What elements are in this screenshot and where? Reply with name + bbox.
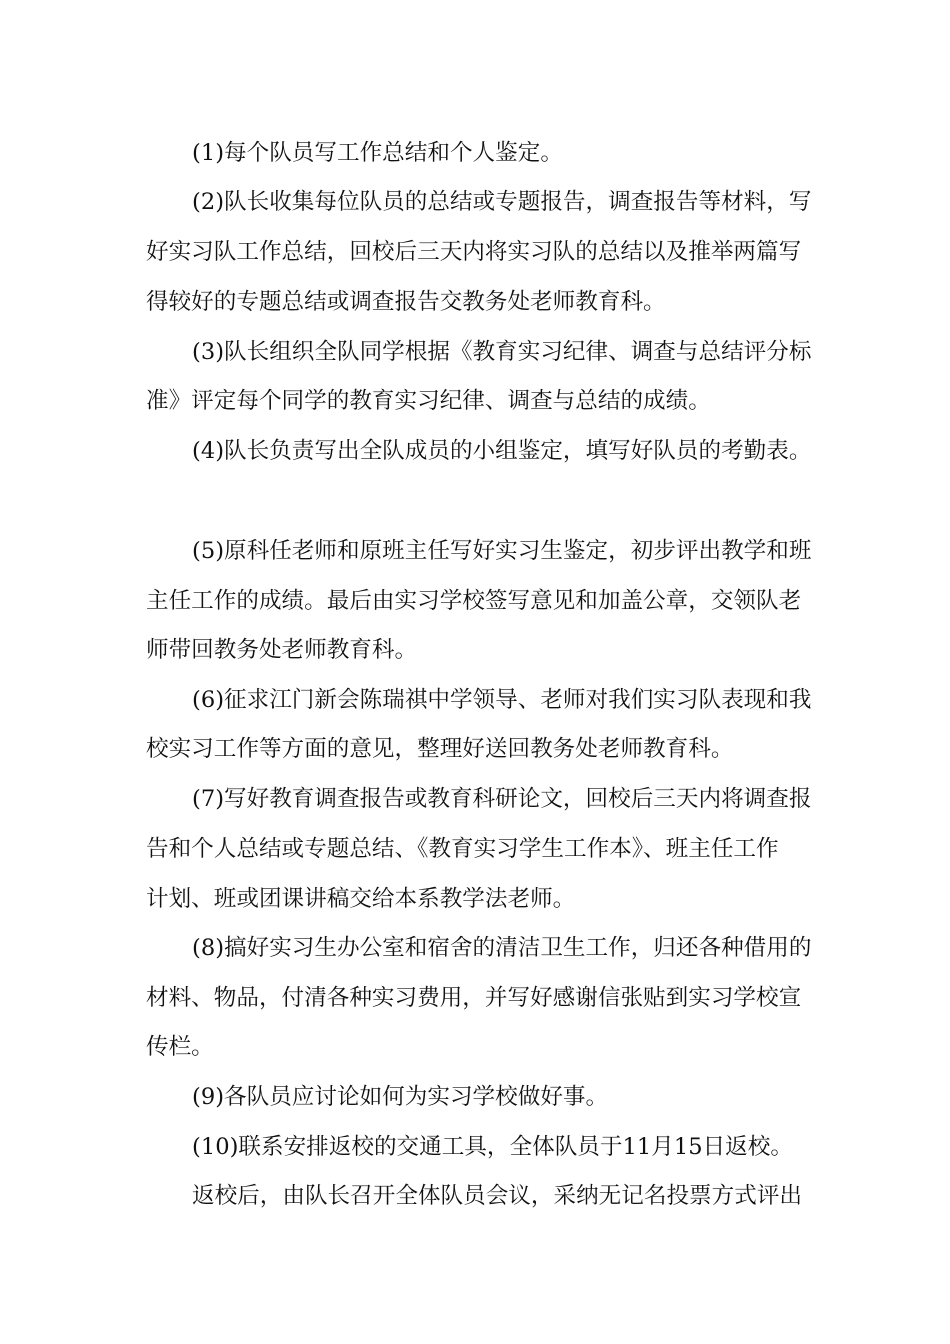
paragraph-7-line-3: 计划、班或团课讲稿交给本系教学法老师。 xyxy=(146,886,576,912)
paragraph-9-line-1: (9)各队员应讨论如何为实习学校做好事。 xyxy=(192,1084,609,1110)
paragraph-5-line-1: (5)原科任老师和原班主任写好实习生鉴定，初步评出教学和班 xyxy=(192,538,812,564)
paragraph-11-line-1: 返校后，由队长召开全体队员会议，采纳无记名投票方式评出 xyxy=(192,1183,803,1209)
paragraph-7-line-1: (7)写好教育调查报告或教育科研论文，回校后三天内将调查报 xyxy=(192,786,812,812)
paragraph-2-line-3: 得较好的专题总结或调查报告交教务处老师教育科。 xyxy=(146,289,666,315)
paragraph-6-line-2: 校实习工作等方面的意见，整理好送回教务处老师教育科。 xyxy=(146,736,734,762)
paragraph-10-line-1: (10)联系安排返校的交通工具，全体队员于11月15日返校。 xyxy=(192,1134,793,1160)
paragraph-8-line-2: 材料、物品，付清各种实习费用，并写好感谢信张贴到实习学校宣 xyxy=(146,985,802,1011)
paragraph-7-line-2: 告和个人总结或专题总结、《教育实习学生工作本》、班主任工作 xyxy=(146,836,779,862)
paragraph-5-line-3: 师带回教务处老师教育科。 xyxy=(146,637,418,663)
paragraph-2-line-1: (2)队长收集每位队员的总结或专题报告，调查报告等材料，写 xyxy=(192,189,812,215)
paragraph-5-line-2: 主任工作的成绩。最后由实习学校签写意见和加盖公章，交领队老 xyxy=(146,588,802,614)
paragraph-2-line-2: 好实习队工作总结，回校后三天内将实习队的总结以及推举两篇写 xyxy=(146,239,802,265)
paragraph-4-line-1: (4)队长负责写出全队成员的小组鉴定，填写好队员的考勤表。 xyxy=(192,438,812,464)
paragraph-3-line-2: 准》评定每个同学的教育实习纪律、调查与总结的成绩。 xyxy=(146,388,711,414)
paragraph-8-line-1: (8)搞好实习生办公室和宿舍的清洁卫生工作，归还各种借用的 xyxy=(192,935,812,961)
paragraph-3-line-1: (3)队长组织全队同学根据《教育实习纪律、调查与总结评分标 xyxy=(192,339,812,365)
paragraph-6-line-1: (6)征求江门新会陈瑞祺中学领导、老师对我们实习队表现和我 xyxy=(192,687,812,713)
paragraph-1-line-1: (1)每个队员写工作总结和个人鉴定。 xyxy=(192,140,563,166)
paragraph-8-line-3: 传栏。 xyxy=(146,1034,214,1060)
